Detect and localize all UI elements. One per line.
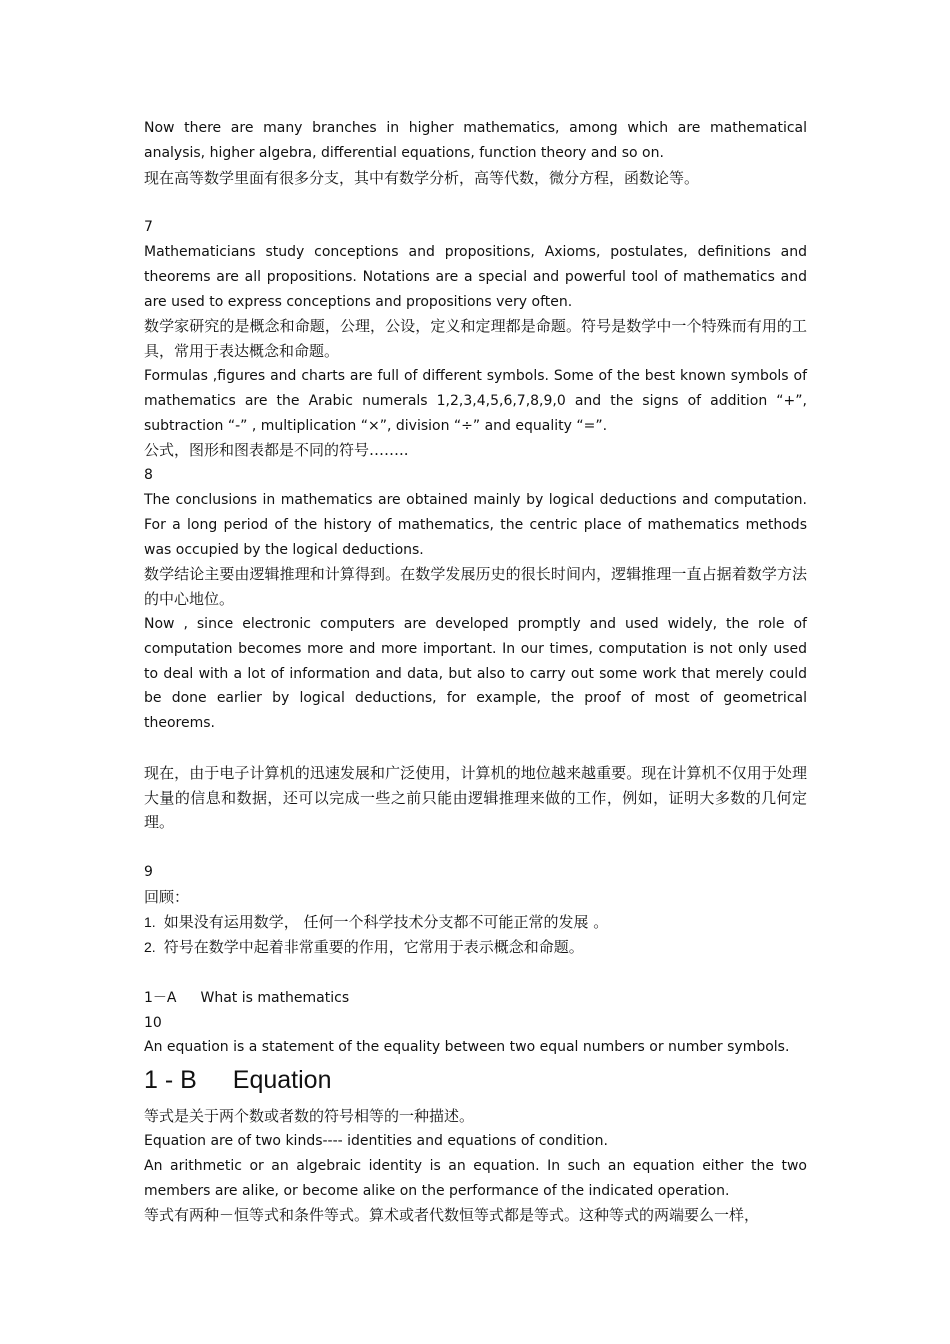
paragraph-conclusions-zh: 数学结论主要由逻辑推理和计算得到。在数学发展历史的很长时间内，逻辑推理一直占据着数学方法的中心地位。 [144,565,807,609]
paragraph-symbols-en: Formulas ,figures and charts are full of different symbols. Some of the best known symbols of mathematics are the Arabic numerals 1,2,3,4,5,6,7,8,9,0 and the signs of addition “+”, subtraction “-” , multiplication “×”, division “÷” and equality “=”. [144,367,807,434]
paragraph-symbols-zh: 公式，图形和图表都是不同的符号…….. [144,441,409,460]
paragraph-propositions-zh: 数学家研究的是概念和命题，公理，公设，定义和定理都是命题。符号是数学中一个特殊而有用的工具，常用于表达概念和命题。 [144,317,807,361]
section-1b-heading: 1 - B Equation [144,1066,332,1095]
section-number-9: 9 [144,863,153,880]
section-1a-title: 1－A What is mathematics [144,989,350,1006]
review-label: 回顾： [144,887,190,906]
paragraph-identity-en: An arithmetic or an algebraic identity is an equation. In such an equation either the two members are alike, or become alike on the performance of the indicated operation. [144,1157,807,1199]
paragraph-conclusions-en: The conclusions in mathematics are obtained mainly by logical deductions and computation. For a long period of the history of mathematics, the centric place of mathematics methods was occupied by the logical deductions. [144,491,807,558]
paragraph-equation-def-zh: 等式是关于两个数或者数的符号相等的一种描述。 [144,1107,475,1126]
paragraph-branches-en: Now there are many branches in higher mathematics, among which are mathematical analysis, higher algebra, differential equations, function theory and so on. [144,120,807,161]
paragraph-equation-def-en: An equation is a statement of the equality between two equal numbers or number symbols. [144,1039,790,1056]
section-number-8: 8 [144,467,153,484]
section-number-7: 7 [144,219,153,236]
review-item-1: 1. 如果没有运用数学， 任何一个科学技术分支都不可能正常的发展 。 [144,912,609,931]
document-page [144,116,807,1228]
paragraph-branches-zh: 现在高等数学里面有很多分支，其中有数学分析，高等代数，微分方程，函数论等。 [144,168,700,187]
paragraph-identity-zh: 等式有两种－恒等式和条件等式。算术或者代数恒等式都是等式。这种等式的两端要么一样， [144,1206,760,1225]
paragraph-computers-zh: 现在，由于电子计算机的迅速发展和广泛使用，计算机的地位越来越重要。现在计算机不仅用于处理大量的信息和数据，还可以完成一些之前只能由逻辑推理来做的工作，例如，证明大多数的几何定理。 [144,763,807,832]
paragraph-computers-en: Now , since electronic computers are developed promptly and used widely, the role of computation becomes more and more important. In our times, computation is not only used to deal with a lot of information and data, but also to carry out some work that merely could be done earlier by logical deductions, for example, the proof of most of geometrical theorems. [144,615,807,732]
section-number-10: 10 [144,1014,162,1031]
review-item-2: 2. 符号在数学中起着非常重要的作用，它常用于表示概念和命题。 [144,938,584,957]
paragraph-equation-kinds-en: Equation are of two kinds---- identities and equations of condition. [144,1133,608,1150]
paragraph-propositions-en: Mathematicians study conceptions and propositions, Axioms, postulates, definitions and theorems are all propositions. Notations are a special and powerful tool of mathematics and are used to express conceptions and propositions very often. [144,243,807,310]
